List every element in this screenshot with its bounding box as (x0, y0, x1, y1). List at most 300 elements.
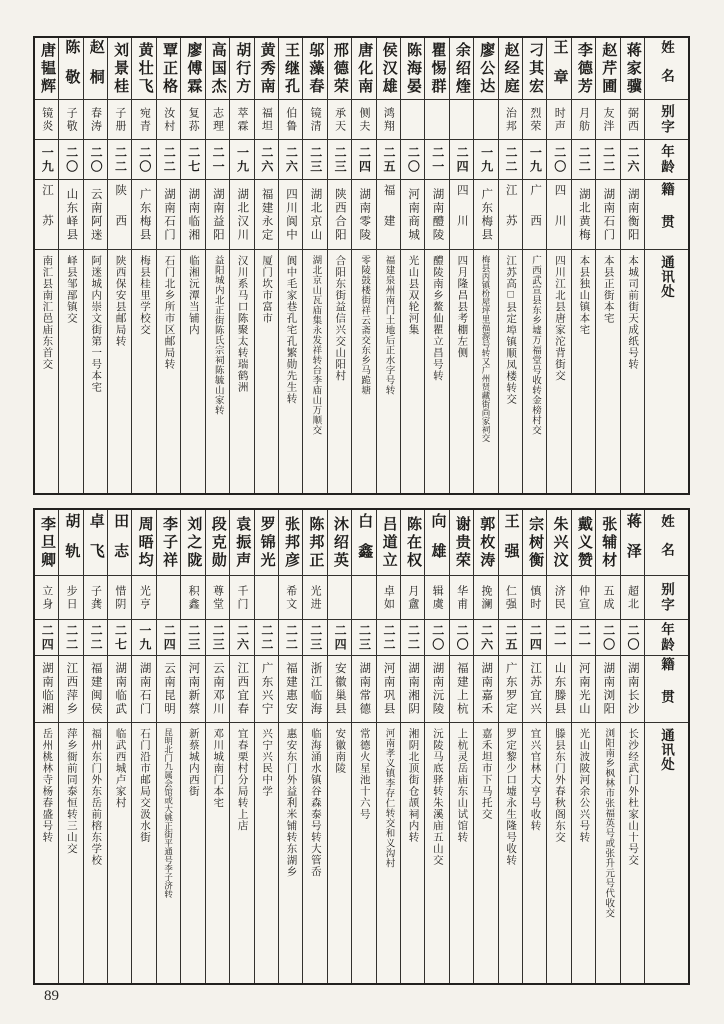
person-column (473, 510, 497, 983)
contact-address-cell (303, 249, 326, 493)
person-contact-address: 梅县桂里学校交 (139, 255, 151, 336)
person-age: 二二 (64, 623, 79, 652)
contact-address-cell (84, 722, 107, 983)
person-contact-address: 阆中毛家巷孔宅孔繁勋先生转 (285, 255, 297, 405)
native-place-cell (84, 655, 107, 722)
person-age: 二四 (162, 623, 177, 652)
contact-address-cell (547, 249, 570, 493)
person-courtesy-name: 仲宣 (577, 584, 590, 611)
person-courtesy-name: 承天 (333, 106, 346, 133)
person-column (376, 38, 400, 493)
person-native-place: 云南邓川 (211, 662, 224, 716)
courtesy-name-cell (35, 575, 58, 619)
native-place-cell (401, 179, 424, 249)
native-place-cell (59, 179, 82, 249)
native-place-cell (401, 655, 424, 722)
person-courtesy-name: 超北 (626, 584, 639, 611)
page-number: 89 (44, 988, 59, 1004)
person-name: 瞿惕群 (429, 41, 446, 96)
native-place-cell (547, 179, 570, 249)
person-age: 二二 (601, 145, 616, 174)
person-name: 赵桐 (87, 38, 104, 99)
contact-address-cell (181, 722, 204, 983)
person-name: 胡轨 (63, 512, 80, 573)
person-native-place: 福建闽侯 (89, 662, 102, 716)
person-name: 邬藻春 (307, 41, 324, 96)
name-cell (450, 38, 473, 99)
native-place-cell (279, 655, 302, 722)
person-column (107, 510, 131, 983)
name-cell (132, 510, 155, 575)
person-column (571, 38, 595, 493)
person-column (424, 38, 448, 493)
age-cell (84, 619, 107, 655)
person-age: 二〇 (455, 623, 470, 652)
person-courtesy-name: 立身 (40, 584, 53, 611)
person-age: 二三 (308, 145, 323, 174)
name-cell (425, 38, 448, 99)
native-place-cell (84, 179, 107, 249)
contact-address-cell (450, 722, 473, 983)
person-courtesy-name: 镜清 (309, 106, 322, 133)
person-courtesy-name: 希文 (284, 584, 297, 611)
person-courtesy-name: 千门 (235, 584, 248, 611)
name-cell (59, 510, 82, 575)
person-column (83, 38, 107, 493)
native-place-cell (230, 655, 253, 722)
contact-address-cell (352, 722, 375, 983)
name-cell (84, 38, 107, 99)
person-age: 二三 (186, 623, 201, 652)
person-contact-address: 湖北京山瓦庙集永发祥转台李庙山万顺交 (310, 255, 321, 435)
person-name: 唐化南 (356, 41, 373, 96)
name-cell (547, 38, 570, 99)
person-native-place: 湖南衡阳 (626, 187, 639, 242)
person-column (498, 38, 522, 493)
person-column (83, 510, 107, 983)
person-native-place: 陕西合阳 (333, 187, 346, 242)
person-native-place: 河南光山 (577, 662, 590, 716)
person-column (376, 510, 400, 983)
name-cell (523, 510, 546, 575)
native-place-cell (328, 179, 351, 249)
person-courtesy-name: 惜阴 (113, 584, 126, 611)
name-cell (230, 510, 253, 575)
header-age-label: 年龄 (659, 622, 675, 653)
name-cell (279, 510, 302, 575)
person-native-place: 湖北汉川 (236, 187, 249, 242)
courtesy-name-cell (303, 575, 326, 619)
age-cell (108, 619, 131, 655)
name-cell (377, 510, 400, 575)
person-courtesy-name: 复荪 (187, 106, 200, 133)
person-column (498, 510, 522, 983)
person-contact-address: 安徽南陵 (334, 728, 346, 774)
person-courtesy-name: 萃霖 (235, 106, 248, 133)
age-cell (328, 139, 351, 179)
person-native-place: 江苏宜兴 (529, 662, 542, 716)
person-age: 二三 (357, 623, 372, 652)
person-column (35, 510, 58, 983)
person-contact-address: 醴陵南乡鳌仙瞿立昌号转 (431, 255, 443, 382)
person-native-place: 湖南湘阴 (407, 662, 420, 716)
person-contact-address: 阿迷城内崇文街第一号本宅 (90, 255, 102, 393)
person-courtesy-name: 月舫 (577, 106, 590, 133)
person-column (424, 510, 448, 983)
age-cell (596, 619, 619, 655)
name-cell (474, 510, 497, 575)
courtesy-name-cell (230, 575, 253, 619)
person-native-place: 河南商城 (407, 187, 420, 242)
native-place-cell (132, 655, 155, 722)
person-name: 卓飞 (87, 512, 104, 573)
native-place-cell (621, 655, 644, 722)
age-cell (35, 139, 58, 179)
header-courtesy-name (645, 575, 688, 619)
person-courtesy-name: 尊堂 (211, 584, 224, 611)
age-cell (596, 139, 619, 179)
header-age (645, 139, 688, 179)
person-native-place: 云南昆明 (163, 662, 176, 716)
person-native-place: 江西萍乡 (65, 662, 78, 716)
age-cell (352, 619, 375, 655)
age-cell (523, 139, 546, 179)
native-place-cell (425, 655, 448, 722)
person-native-place: 湖南石门 (602, 187, 615, 242)
person-courtesy-name: 烈荣 (528, 106, 541, 133)
person-native-place: 四川 (553, 184, 566, 245)
contact-address-cell (450, 249, 473, 493)
person-name: 白鑫 (356, 512, 373, 573)
contact-address-cell (474, 722, 497, 983)
person-courtesy-name: 友泮 (602, 106, 615, 133)
person-column (620, 38, 644, 493)
person-age: 二二 (113, 145, 128, 174)
courtesy-name-cell (596, 99, 619, 139)
person-native-place: 广东罗定 (504, 662, 517, 716)
contact-address-cell (108, 722, 131, 983)
person-column (449, 38, 473, 493)
native-place-cell (255, 655, 278, 722)
age-cell (230, 619, 253, 655)
person-courtesy-name: 步日 (65, 584, 78, 611)
header-age-label: 年龄 (659, 144, 675, 175)
courtesy-name-cell (279, 575, 302, 619)
courtesy-name-cell (132, 99, 155, 139)
person-column (35, 38, 58, 493)
person-age: 二一 (211, 145, 226, 174)
age-cell (401, 139, 424, 179)
name-cell (157, 510, 180, 575)
person-age: 二二 (381, 623, 396, 652)
age-cell (230, 139, 253, 179)
person-name: 周晤均 (136, 515, 153, 570)
person-column (522, 510, 546, 983)
age-cell (255, 139, 278, 179)
name-cell (352, 38, 375, 99)
courtesy-name-cell (425, 575, 448, 619)
native-place-cell (474, 179, 497, 249)
person-contact-address: 湘阴北顶街仓颉祠内转 (407, 728, 419, 843)
person-courtesy-name: 子敬 (65, 106, 78, 133)
contact-address-cell (181, 249, 204, 493)
person-name: 陈邦正 (307, 515, 324, 570)
person-name: 刘之陇 (185, 515, 202, 570)
person-native-place: 湖南临湘 (187, 187, 200, 242)
person-contact-address: 四月隆昌县考棚左侧 (456, 255, 468, 359)
age-cell (450, 139, 473, 179)
person-native-place: 湖南石门 (138, 662, 151, 716)
name-cell (377, 38, 400, 99)
age-cell (279, 139, 302, 179)
name-cell (499, 510, 522, 575)
name-cell (35, 510, 58, 575)
person-name: 沐绍英 (331, 515, 348, 570)
age-cell (328, 619, 351, 655)
person-courtesy-name: 春涛 (89, 106, 102, 133)
person-contact-address: 临湘沅潭当铺内 (187, 255, 199, 336)
contact-address-cell (108, 249, 131, 493)
name-cell (35, 38, 58, 99)
courtesy-name-cell (206, 575, 229, 619)
courtesy-name-cell (572, 575, 595, 619)
name-cell (474, 38, 497, 99)
courtesy-name-cell (328, 99, 351, 139)
age-cell (157, 139, 180, 179)
person-column (473, 38, 497, 493)
name-cell (181, 510, 204, 575)
person-courtesy-name: 治邦 (504, 106, 517, 133)
courtesy-name-cell (401, 575, 424, 619)
age-cell (474, 139, 497, 179)
person-native-place: 湖南益阳 (211, 187, 224, 242)
contact-address-cell (499, 722, 522, 983)
person-name: 余绍煃 (453, 41, 470, 96)
person-column (595, 510, 619, 983)
contact-address-cell (279, 722, 302, 983)
header-courtesy-name-label: 别字 (659, 582, 675, 613)
person-contact-address: 新蔡城内西街 (187, 728, 199, 797)
person-name: 张邦彦 (283, 515, 299, 570)
person-name: 刘景桂 (112, 41, 129, 96)
person-name: 刁其宏 (527, 41, 544, 96)
person-column (327, 38, 351, 493)
directory-table-top (33, 36, 690, 495)
person-age: 二〇 (137, 145, 152, 174)
name-cell (425, 510, 448, 575)
native-place-cell (572, 655, 595, 722)
courtesy-name-cell (181, 575, 204, 619)
person-column (254, 38, 278, 493)
person-contact-address: 临武西城卢家村 (114, 728, 126, 809)
name-cell (108, 38, 131, 99)
person-native-place: 广东梅县 (480, 187, 493, 242)
contact-address-cell (132, 722, 155, 983)
person-column (278, 510, 302, 983)
person-contact-address: 兴宁兴民中学 (261, 728, 273, 797)
age-cell (572, 619, 595, 655)
courtesy-name-cell (352, 575, 375, 619)
person-column (156, 38, 180, 493)
person-name: 高国杰 (209, 41, 226, 96)
person-courtesy-name: 志理 (211, 106, 224, 133)
native-place-cell (425, 179, 448, 249)
person-column (58, 510, 82, 983)
person-contact-address: 河南孝义镇李存仁转交和义沟村 (383, 728, 394, 868)
contact-address-cell (596, 249, 619, 493)
person-name: 邢德荣 (331, 41, 348, 96)
person-contact-address: 宜春栗村分局转上店 (236, 728, 248, 832)
person-age: 二六 (284, 145, 299, 174)
person-native-place: 湖北黄梅 (577, 187, 590, 242)
person-native-place: 山东峄县 (65, 187, 78, 242)
age-cell (132, 619, 155, 655)
person-column (180, 510, 204, 983)
person-native-place: 湖南临湘 (40, 662, 53, 716)
native-place-cell (352, 655, 375, 722)
name-cell (303, 510, 326, 575)
person-native-place: 湖南临武 (114, 662, 127, 716)
person-name: 王章 (551, 38, 568, 99)
contact-address-cell (279, 249, 302, 493)
person-contact-address: 宜兴官林大亨号收转 (529, 728, 541, 832)
native-place-cell (547, 655, 570, 722)
header-contact-address (645, 722, 688, 983)
native-place-cell (523, 655, 546, 722)
person-contact-address: 峄县邹郚镇交 (65, 255, 77, 324)
person-native-place: 四川 (455, 184, 468, 245)
header-native-place (645, 179, 688, 249)
name-cell (499, 38, 522, 99)
name-cell (84, 510, 107, 575)
header-name (645, 510, 688, 575)
person-name: 朱兴汶 (551, 515, 568, 570)
person-native-place: 河南新蔡 (187, 662, 200, 716)
person-column (327, 510, 351, 983)
contact-address-cell (157, 249, 180, 493)
courtesy-name-cell (303, 99, 326, 139)
header-column (644, 510, 688, 983)
person-age: 二二 (162, 145, 177, 174)
courtesy-name-cell (84, 575, 107, 619)
contact-address-cell (206, 249, 229, 493)
contact-address-cell (132, 249, 155, 493)
person-column (522, 38, 546, 493)
name-cell (181, 38, 204, 99)
person-native-place: 江苏 (40, 184, 53, 245)
contact-address-cell (255, 722, 278, 983)
courtesy-name-cell (206, 99, 229, 139)
person-age: 二一 (577, 623, 592, 652)
person-courtesy-name: 子册 (113, 106, 126, 133)
courtesy-name-cell (352, 99, 375, 139)
person-age: 二四 (40, 623, 55, 652)
contact-address-cell (59, 249, 82, 493)
person-contact-address: 光山县双轮河集 (407, 255, 419, 336)
person-column (351, 510, 375, 983)
native-place-cell (474, 655, 497, 722)
courtesy-name-cell (523, 575, 546, 619)
person-courtesy-name: 光进 (309, 584, 322, 611)
native-place-cell (499, 655, 522, 722)
courtesy-name-cell (328, 575, 351, 619)
person-contact-address: 长沙经武门外杜家山十号交 (627, 728, 639, 866)
person-age: 二二 (577, 145, 592, 174)
person-name: 黄壮飞 (136, 41, 153, 96)
person-courtesy-name: 仁强 (504, 584, 517, 611)
person-native-place: 广西 (529, 184, 542, 245)
contact-address-cell (328, 249, 351, 493)
person-name: 吕道立 (380, 515, 397, 570)
person-contact-address: 罗定黎少口墟永生隆号收转 (505, 728, 517, 866)
courtesy-name-cell (377, 575, 400, 619)
person-column (400, 38, 424, 493)
courtesy-name-cell (108, 575, 131, 619)
person-courtesy-name: 月盦 (406, 584, 419, 611)
courtesy-name-cell (547, 99, 570, 139)
age-cell (425, 139, 448, 179)
directory-table-bottom (33, 508, 690, 985)
person-name: 张辅材 (600, 515, 617, 570)
courtesy-name-cell (621, 575, 644, 619)
person-column (229, 510, 253, 983)
header-native-place (645, 655, 688, 722)
person-name: 王强 (502, 512, 519, 573)
courtesy-name-cell (401, 99, 424, 139)
person-age: 一九 (137, 623, 152, 652)
age-cell (547, 139, 570, 179)
person-courtesy-name: 宛青 (138, 106, 151, 133)
person-courtesy-name: 子龚 (89, 584, 102, 611)
person-age: 二七 (113, 623, 128, 652)
person-native-place: 湖南浏阳 (602, 662, 615, 716)
contact-address-cell (401, 249, 424, 493)
person-native-place: 福建惠安 (285, 662, 298, 716)
person-column (571, 510, 595, 983)
courtesy-name-cell (499, 575, 522, 619)
header-native-place-label: 籍贯 (659, 656, 675, 722)
name-cell (108, 510, 131, 575)
courtesy-name-cell (84, 99, 107, 139)
person-name: 廖公达 (478, 41, 495, 96)
person-column (302, 510, 326, 983)
name-cell (621, 510, 644, 575)
person-native-place: 四川阆中 (285, 187, 298, 242)
person-column (131, 510, 155, 983)
person-native-place: 浙江临海 (309, 662, 322, 716)
courtesy-name-cell (59, 575, 82, 619)
name-cell (157, 38, 180, 99)
name-cell (255, 510, 278, 575)
name-cell (401, 38, 424, 99)
person-contact-address: 浏阳南乡枫林市张福英号或张升元号代收交 (603, 728, 614, 918)
person-column (180, 38, 204, 493)
person-contact-address: 益阳城内北正街陈氏宗祠陈毓山家转 (212, 255, 223, 415)
person-name: 廖傅霖 (185, 41, 202, 96)
native-place-cell (621, 179, 644, 249)
courtesy-name-cell (279, 99, 302, 139)
person-courtesy-name: 慎时 (528, 584, 541, 611)
name-cell (523, 38, 546, 99)
person-column (620, 510, 644, 983)
header-courtesy-name (645, 99, 688, 139)
person-contact-address: 岳州桃林寺杨春盛号转 (41, 728, 53, 843)
person-contact-address: 合阳东街益信兴交山阳村 (334, 255, 346, 382)
contact-address-cell (572, 722, 595, 983)
native-place-cell (181, 179, 204, 249)
person-age: 二二 (503, 145, 518, 174)
age-cell (279, 619, 302, 655)
